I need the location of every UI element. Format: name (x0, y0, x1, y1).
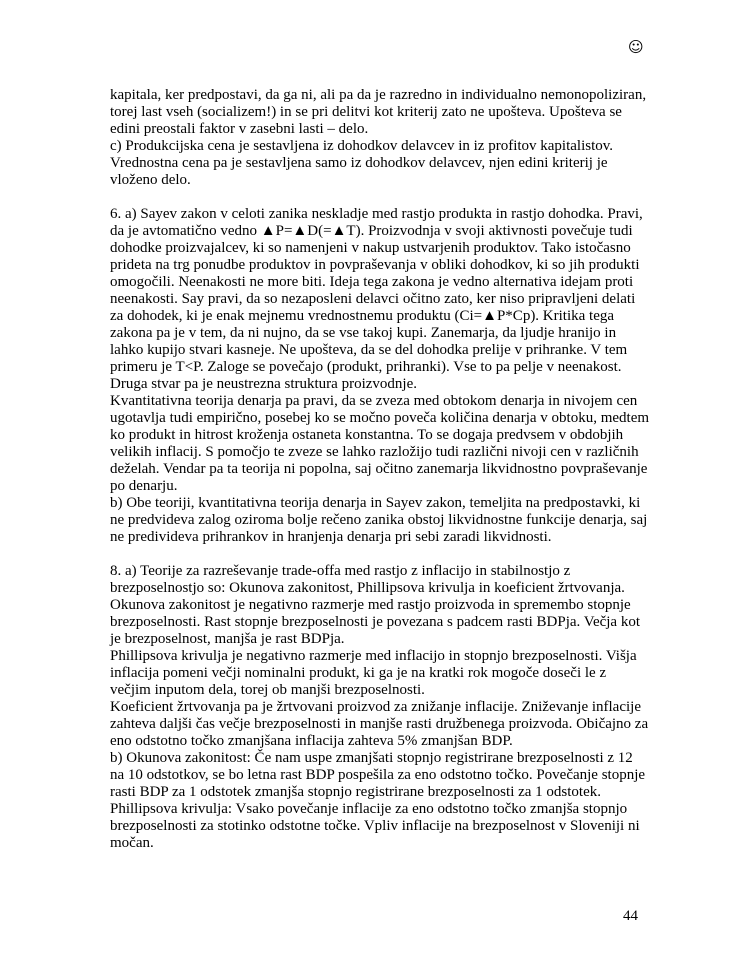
text-line: zahteva daljši čas večje brezposelnosti in manjše rasti družbenega proizvoda. Običajno za (110, 716, 649, 732)
text-line: ne predivideva prihrankov in hranjenja denarja pri sebi zaradi likvidnosti. (110, 529, 552, 545)
text-line: b) Okunova zakonitost: Če nam uspe zmanjšati stopnjo registrirane brezposelnosti z 12 (110, 750, 633, 766)
text-line: prideta na trg ponudbe produktov in povpraševanja v obliki dohodkov, ki so jih produkti (110, 257, 640, 273)
text-line: 6. a) Sayev zakon v celoti zanika neskladje med rastjo produkta in rastjo dohodka. Pravi, (110, 206, 643, 222)
text-line: ugotavlja tudi empirično, posebej ko se močno poveča količina denarja v obtoku, medtem (110, 410, 650, 426)
text-line: primeru je T<P. Zaloge se povečajo (produkt, prihranki). Vse to pa pelje v neenakost. (110, 359, 622, 375)
text-line: Phillipsova krivulja: Vsako povečanje inflacije za eno odstotno točko zmanjša stopnjo (110, 801, 628, 817)
text-line: za dohodek, ki je enak mejnemu vrednostnemu produktu (Ci=▲P*Cp). Kritika tega (110, 308, 615, 324)
text-line: inflacija pomeni večji nominalni produkt, ki ga je na kratki rok mogoče doseči le z (110, 665, 607, 681)
text-line: Vrednostna cena pa je sestavljena samo iz dohodkov delavcev, njen edini kriterij je (110, 155, 608, 171)
text-line: 8. a) Teorije za razreševanje trade-offa med rastjo z inflacijo in stabilnostjo z (110, 563, 571, 579)
paragraph-block (110, 563, 670, 852)
text-line: Kvantitativna teorija denarja pa pravi, da se zveza med obtokom denarja in nivojem cen (110, 393, 638, 409)
text-line: da je avtomatično vedno ▲P=▲D(=▲T). Proizvodnja v svoji aktivnosti povečuje tudi (110, 223, 633, 239)
document-body (110, 87, 670, 852)
text-line: c) Produkcijska cena je sestavljena iz dohodkov delavcev in iz profitov kapitalistov. (110, 138, 614, 154)
text-line: brezposelnostjo so: Okunova zakonitost, Phillipsova krivulja in koeficient žrtvovanja. (110, 580, 625, 596)
text-line: eno odstotno točko zmanjšana inflacija zahteva 5% zmanjšan BDP. (110, 733, 513, 749)
text-line: ko produkt in hitrost kroženja ostaneta konstantna. To se dogaja predvsem v obdobjih (110, 427, 624, 443)
paragraph-block (110, 87, 670, 189)
text-line: b) Obe teoriji, kvantitativna teorija denarja in Sayev zakon, temeljita na predpostavki, ki (110, 495, 641, 511)
text-line: zakona pa je v tem, da ni nujno, da se vse takoj kupi. Zanemarja, da ljudje hranijo in (110, 325, 617, 341)
text-line: vloženo delo. (110, 172, 191, 188)
text-line: lahko kupijo stvari kasneje. Ne upošteva, da se del dohodka prelije v prihranke. V tem (110, 342, 628, 358)
text-line: Phillipsova krivulja je negativno razmerje med inflacijo in stopnjo brezposelnosti. Višja (110, 648, 637, 664)
text-line: rasti BDP za 1 odstotek zmanjša stopnjo registrirane brezposelnosti za 1 odstotek. (110, 784, 602, 800)
text-line: kapitala, ker predpostavi, da ga ni, ali pa da je razredno in individualno nemonopoliziran, (110, 87, 647, 103)
page-number: 44 (623, 908, 638, 924)
text-line: na 10 odstotkov, se bo letna rast BDP pospešila za eno odstotno točko. Povečanje stopnje (110, 767, 646, 783)
text-line: neenakosti. Say pravi, da so nezaposleni delavci očitno zato, ker niso pripravljeni delati (110, 291, 636, 307)
text-line: edini preostali faktor v zasebni lasti – delo. (110, 121, 369, 137)
paragraph-block (110, 206, 670, 546)
text-line: večjim inputom dela, torej ob manjši brezposelnosti. (110, 682, 425, 698)
text-line: je brezposelnost, manjša je rast BDPja. (110, 631, 345, 647)
text-line: Okunova zakonitost je negativno razmerje med rastjo proizvoda in spremembo stopnje (110, 597, 631, 613)
text-line: Koeficient žrtvovanja pa je žrtvovani proizvod za znižanje inflacije. Zniževanje inflacije (110, 699, 641, 715)
text-line: deželah. Vendar pa ta teorija ni popolna, saj očitno zanemarja likvidnostno povpraševanje (110, 461, 648, 477)
text-line: ne predvideva zalog oziroma bolje rečeno zanika obstoj likvidnostne funkcije denarja, saj (110, 512, 648, 528)
text-line: Druga stvar pa je neustrezna struktura proizvodnje. (110, 376, 417, 392)
text-line: torej last vseh (socializem!) in se pri delitvi kot kriterij zato ne upošteva. Upošteva se (110, 104, 622, 120)
smiley-icon: ☺ (628, 38, 644, 56)
text-line: omogočili. Neenakosti ne more biti. Ideja tega zakona je vedno alternativa idejam proti (110, 274, 634, 290)
text-line: brezposelnosti za stotinko odstotne točke. Vpliv inflacije na brezposelnost v Sloveniji ni (110, 818, 640, 834)
text-line: dohodke proizvajalcev, ki so namenjeni v nakup ustvarjenih produktov. Tako istočasno (110, 240, 631, 256)
text-line: brezposelnosti. Rast stopnje brezposelnosti je povezana s padcem rasti BDPja. Večja kot (110, 614, 641, 630)
text-line: močan. (110, 835, 154, 851)
text-line: po denarju. (110, 478, 178, 494)
text-line: velikih inflacij. S pomočjo te zveze se lahko razložijo tudi različni nivoji cen v različnih (110, 444, 639, 460)
